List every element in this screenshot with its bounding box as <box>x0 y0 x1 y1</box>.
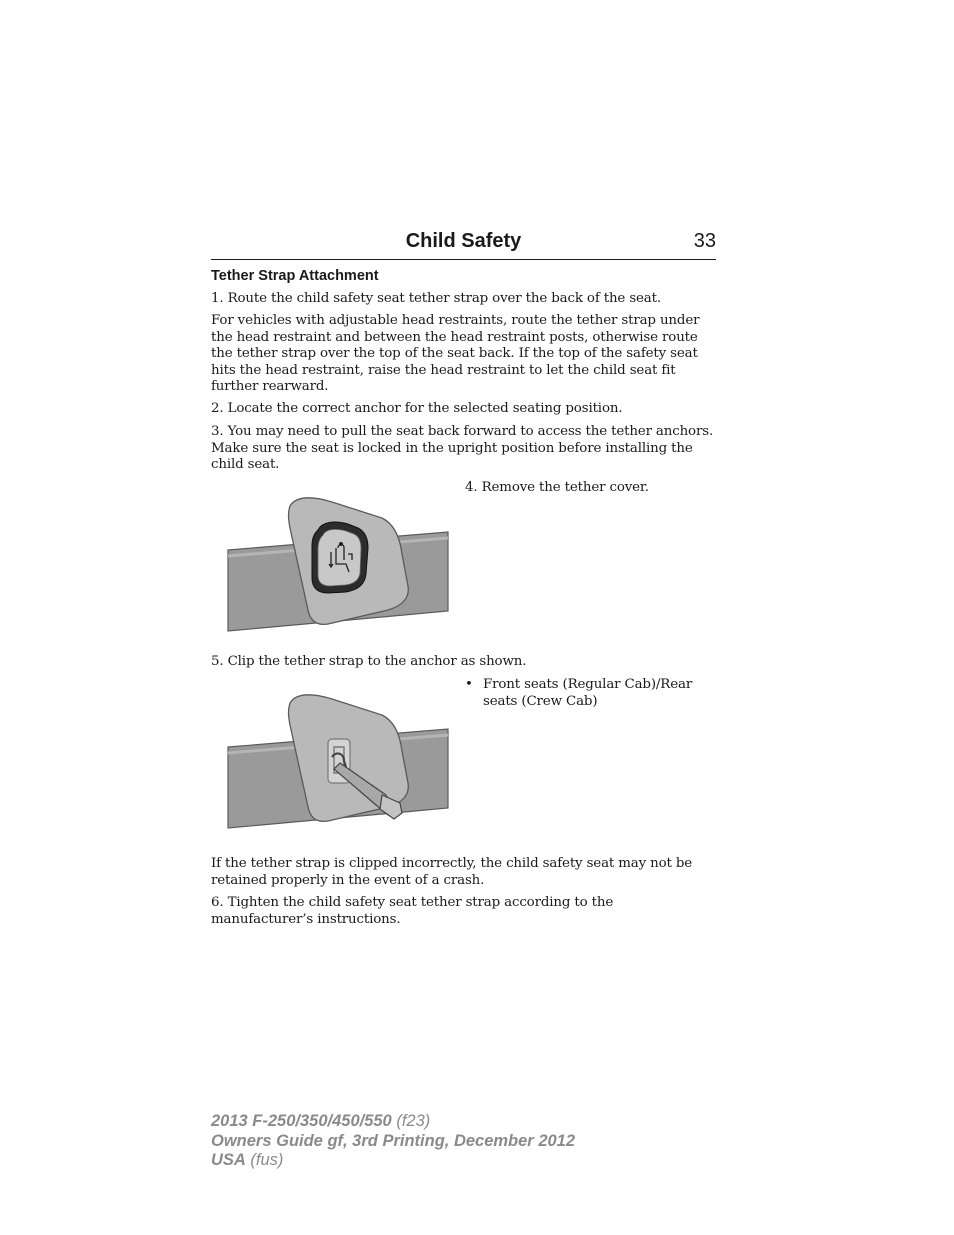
section-heading: Tether Strap Attachment <box>211 268 379 284</box>
step-5-text: 5. Clip the tether strap to the anchor as shown. <box>211 654 527 669</box>
bullet-text: Front seats (Regular Cab)/Rear seats (Crew Cab) <box>483 677 693 709</box>
step-4-text: 4. Remove the tether cover. <box>465 480 649 495</box>
footer-line-2 <box>211 1132 575 1152</box>
footer-line-1 <box>211 1112 575 1132</box>
step-1-text: 1. Route the child safety seat tether strap over the back of the seat. <box>211 291 661 306</box>
page-header <box>211 228 716 260</box>
footer-market: USA <box>211 1151 246 1169</box>
footer-guide: Owners Guide gf, 3rd Printing, December 2012 <box>211 1131 576 1150</box>
footer-model-code: (f23) <box>391 1112 431 1130</box>
tether-cover-illustration <box>222 494 450 634</box>
head-restraint-paragraph: For vehicles with adjustable head restraints, route the tether strap under the head restraint and between the head restraint posts, otherwise route the tether strap over the top of the seat back. If the top of the safety seat hits the head restraint, raise the head restraint to let the child seat fit further rearward. <box>211 313 700 395</box>
step-2-text: 2. Locate the correct anchor for the selected seating position. <box>211 401 623 416</box>
footer-model: 2013 F-250/350/450/550 <box>211 1112 392 1130</box>
chapter-title: Child Safety <box>405 230 522 252</box>
page-number: 33 <box>693 230 716 252</box>
bullet-icon: • <box>465 677 473 692</box>
warning-paragraph: If the tether strap is clipped incorrectly, the child safety seat may not be retained properly in the event of a crash. <box>211 856 693 888</box>
step-3-text: 3. You may need to pull the seat back forward to access the tether anchors. Make sure the seat is locked in the upright position before installing the child seat. <box>211 424 714 473</box>
tether-clip-illustration <box>222 691 450 831</box>
step-6-text: 6. Tighten the child safety seat tether strap according to the manufacturer’s instructions. <box>211 895 614 927</box>
footer-market-code: (fus) <box>245 1151 284 1169</box>
page-footer <box>211 1112 575 1171</box>
footer-line-3 <box>211 1151 575 1171</box>
